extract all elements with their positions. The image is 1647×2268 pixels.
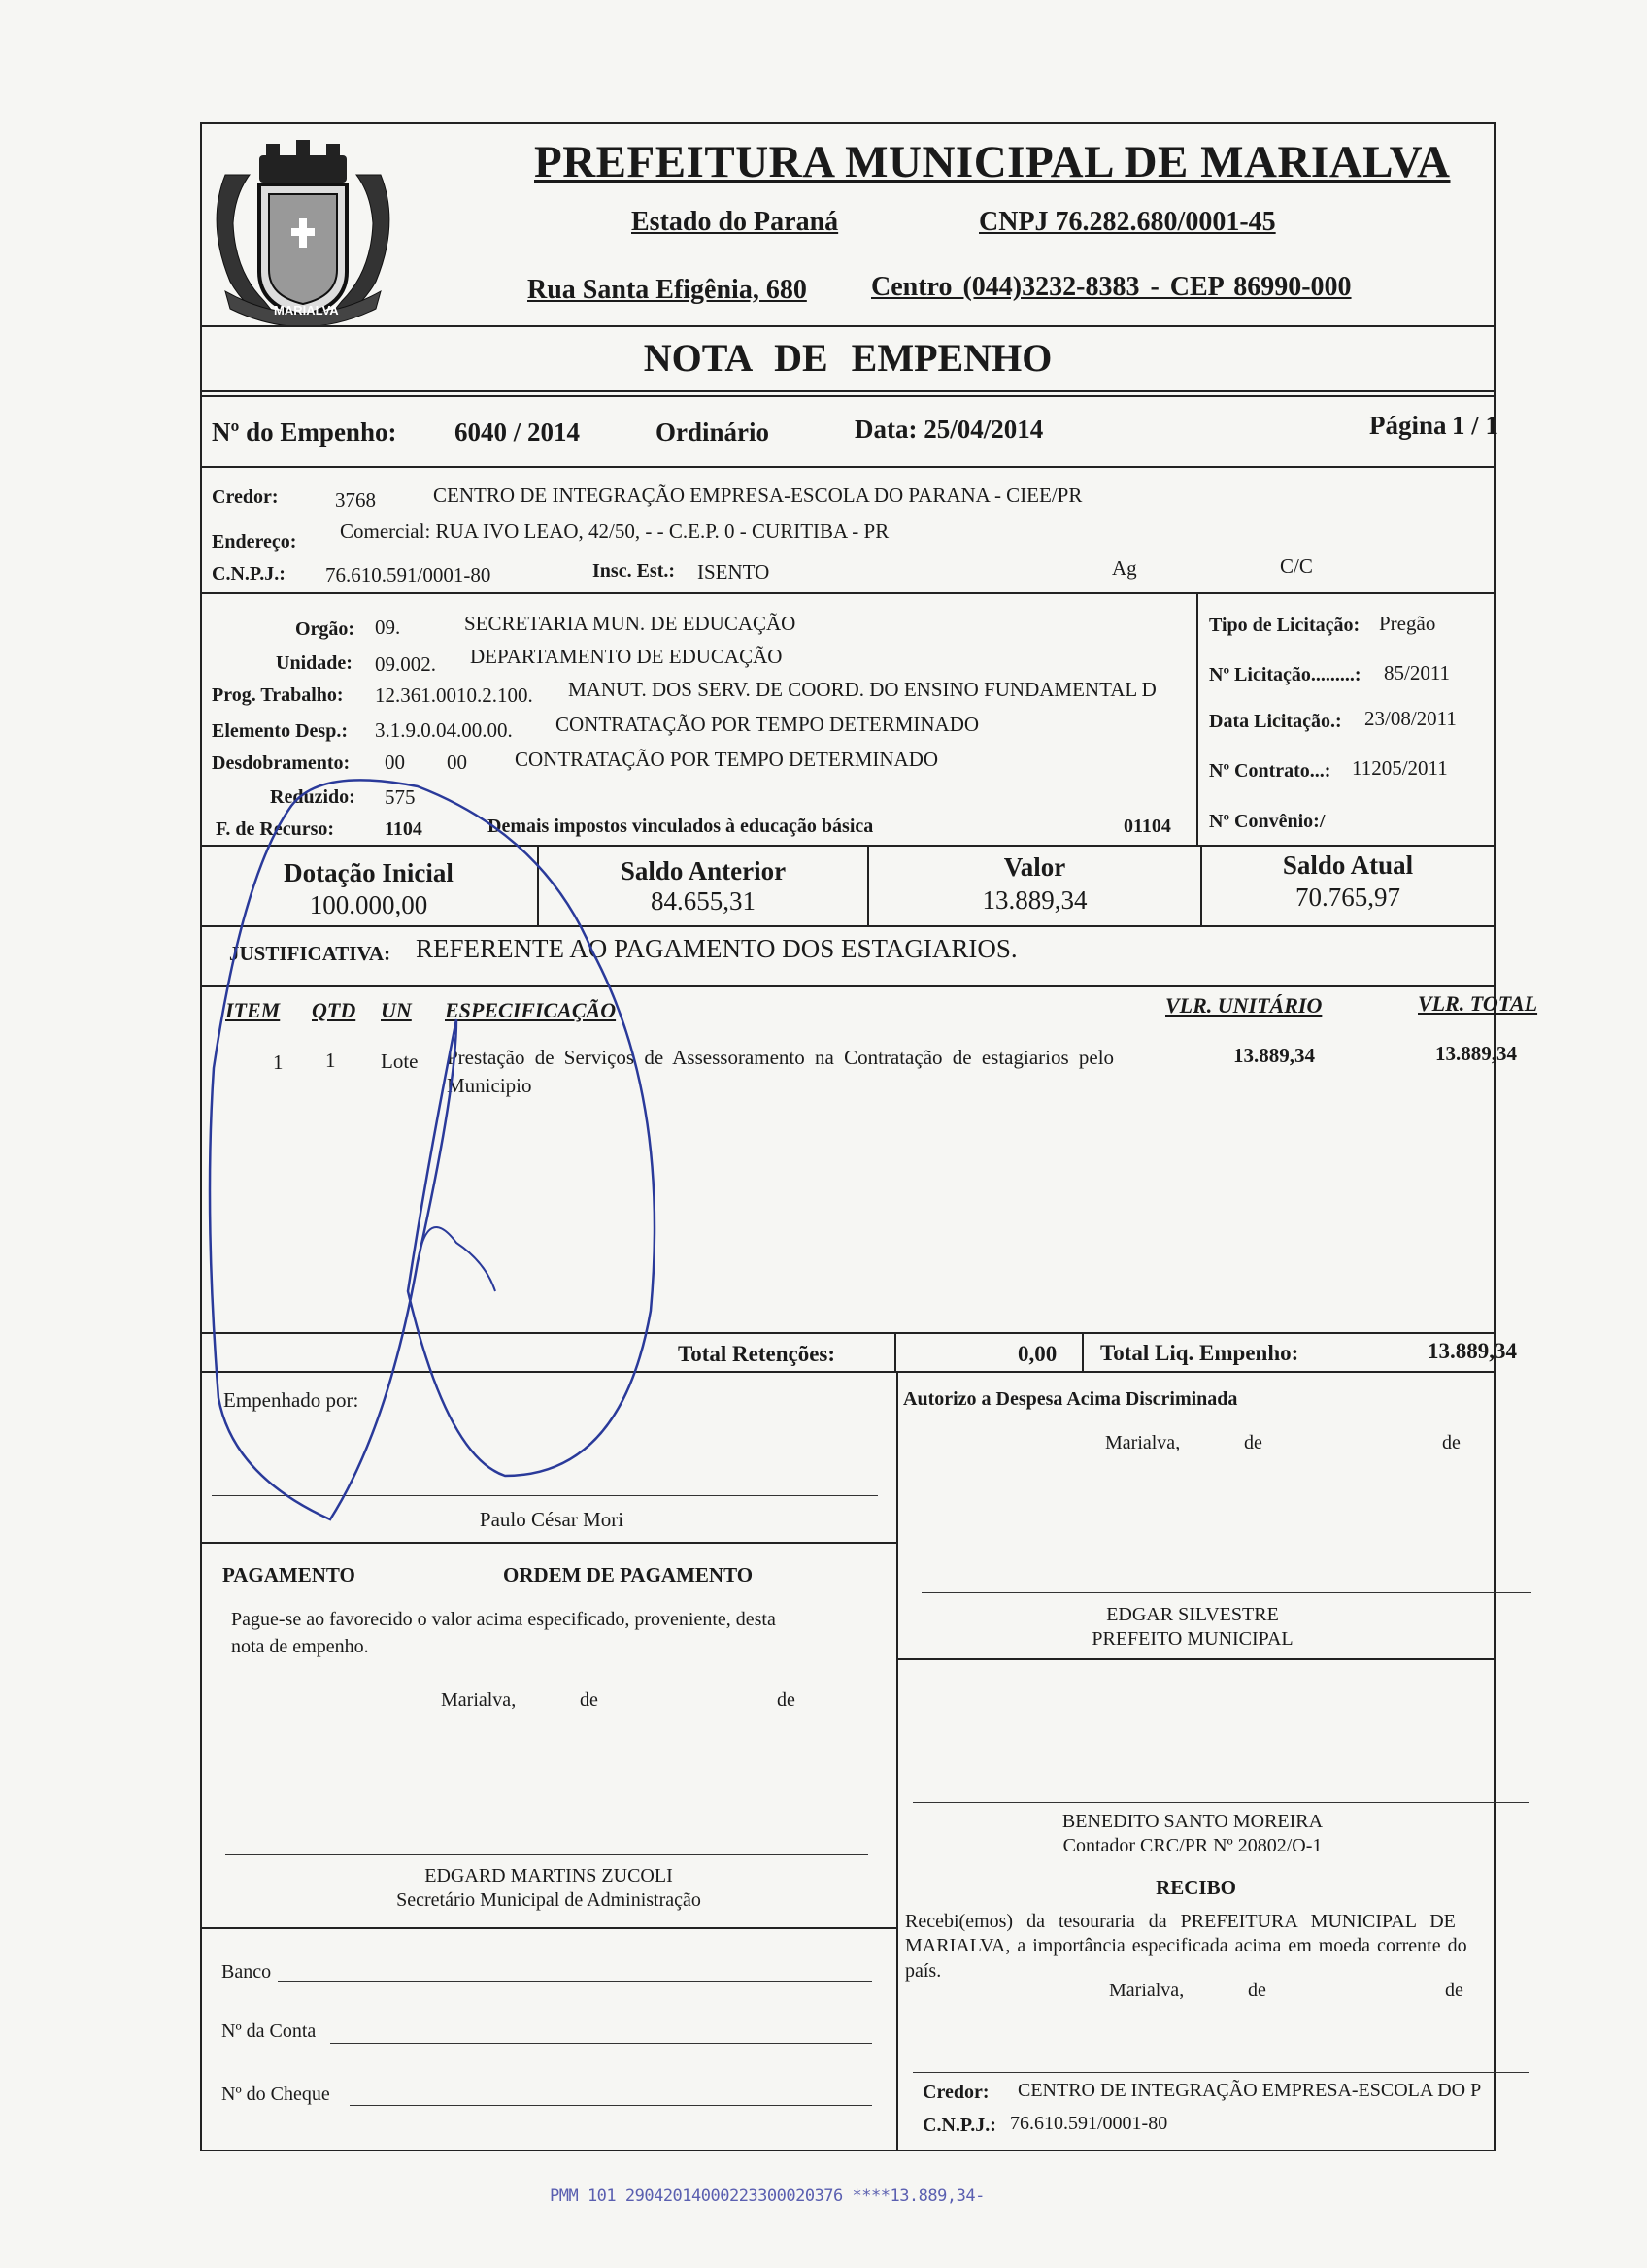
justificativa-text: REFERENTE AO PAGAMENTO DOS ESTAGIARIOS. bbox=[416, 934, 1018, 963]
row-item: 1 bbox=[273, 1051, 284, 1074]
empenho-number: 6040 / 2014 bbox=[454, 417, 581, 447]
values-divider-top bbox=[200, 845, 1496, 847]
secretario-signature-line bbox=[225, 1854, 868, 1855]
recibo-text-line2: MARIALVA, a importância especificada acima em moeda corrente do bbox=[905, 1935, 1467, 1956]
recibo-de2: de bbox=[1445, 1980, 1463, 2001]
justificativa-label: JUSTIFICATIVA: bbox=[229, 942, 391, 965]
totals-v2 bbox=[1082, 1332, 1084, 1373]
prog-trabalho-label: Prog. Trabalho: bbox=[212, 684, 344, 706]
retencoes-label: Total Retenções: bbox=[678, 1342, 836, 1366]
autorizo-label: Autorizo a Despesa Acima Discriminada bbox=[903, 1388, 1238, 1410]
autorizo-de1: de bbox=[1244, 1432, 1262, 1453]
un-header: UN bbox=[381, 998, 412, 1022]
row-unit-value: 13.889,34 bbox=[1233, 1044, 1315, 1067]
autorizo-de2: de bbox=[1442, 1432, 1461, 1453]
empenho-divider bbox=[200, 466, 1496, 468]
ordem-pagamento-label: ORDEM DE PAGAMENTO bbox=[503, 1563, 754, 1586]
unidade-label: Unidade: bbox=[276, 652, 353, 674]
row-un: Lote bbox=[381, 1050, 419, 1073]
recibo-credor-label: Credor: bbox=[923, 2082, 990, 2103]
orgao-code: 09. bbox=[375, 616, 401, 639]
insc-value: ISENTO bbox=[697, 560, 770, 584]
contador-name: BENEDITO SANTO MOREIRA bbox=[1061, 1811, 1324, 1832]
pagamento-label: PAGAMENTO bbox=[222, 1563, 355, 1586]
empenhado-signature-line bbox=[212, 1495, 878, 1496]
row-qtd: 1 bbox=[325, 1049, 336, 1072]
autorizo-divider bbox=[896, 1658, 1496, 1660]
dotacao-label: Dotação Inicial bbox=[284, 858, 454, 887]
credor-cnpj-label: C.N.P.J.: bbox=[212, 563, 286, 584]
page-label: Página bbox=[1369, 411, 1447, 440]
empenhado-label: Empenhado por: bbox=[223, 1388, 359, 1412]
prog-trabalho-code: 12.361.0010.2.100. bbox=[375, 684, 533, 707]
contrato-label: Nº Contrato...: bbox=[1209, 760, 1331, 782]
pagamento-text-line1: Pague-se ao favorecido o valor acima especificado, proveniente, desta bbox=[231, 1609, 776, 1630]
desdobramento-b: 00 bbox=[447, 750, 467, 774]
empenhado-name: Paulo César Mori bbox=[479, 1508, 624, 1531]
recurso-desc: Demais impostos vinculados à educação básica bbox=[487, 816, 874, 837]
desdobramento-a: 00 bbox=[385, 750, 405, 774]
street-address: Rua Santa Efigênia, 680 bbox=[527, 275, 807, 305]
contador-title: Contador CRC/PR Nº 20802/O-1 bbox=[1062, 1835, 1323, 1856]
saldo-atual-label: Saldo Atual bbox=[1282, 850, 1414, 880]
pagamento-divider bbox=[200, 1927, 897, 1929]
secretario-title: Secretário Municipal de Administração bbox=[396, 1889, 701, 1911]
saldo-anterior-value: 84.655,31 bbox=[651, 886, 756, 916]
desdobramento-desc: CONTRATAÇÃO POR TEMPO DETERMINADO bbox=[515, 748, 939, 771]
empenho-number-label: Nº do Empenho: bbox=[212, 417, 397, 447]
cheque-label: Nº do Cheque bbox=[221, 2084, 330, 2105]
unidade-desc: DEPARTAMENTO DE EDUCAÇÃO bbox=[470, 645, 783, 668]
document-title: NOTA DE EMPENHO bbox=[643, 336, 1053, 380]
saldo-atual-value: 70.765,97 bbox=[1295, 883, 1400, 912]
endereco-label: Endereço: bbox=[212, 531, 297, 552]
secretario-name: EDGARD MARTINS ZUCOLI bbox=[424, 1865, 673, 1886]
contrato-number: 11205/2011 bbox=[1352, 756, 1448, 780]
credor-divider bbox=[200, 592, 1496, 594]
credor-code: 3768 bbox=[335, 488, 376, 512]
credor-label: Credor: bbox=[212, 486, 279, 508]
elemento-code: 3.1.9.0.04.00.00. bbox=[375, 718, 513, 742]
recibo-place: Marialva, bbox=[1109, 1980, 1185, 2001]
prog-trabalho-desc: MANUT. DOS SERV. DE COORD. DO ENSINO FUNDAMENTAL D bbox=[568, 678, 1157, 701]
conta-label: Nº da Conta bbox=[221, 2020, 317, 2042]
agencia-label: Ag bbox=[1112, 556, 1137, 580]
crest-logo bbox=[206, 136, 400, 335]
header-divider bbox=[200, 325, 1496, 327]
elemento-label: Elemento Desp.: bbox=[212, 720, 348, 742]
recibo-signature-line bbox=[913, 2072, 1529, 2073]
empenho-date: Data: 25/04/2014 bbox=[855, 415, 1044, 444]
pagamento-text-line2: nota de empenho. bbox=[231, 1636, 369, 1657]
licitacao-date: 23/08/2011 bbox=[1364, 707, 1457, 730]
empenho-type: Ordinário bbox=[655, 417, 770, 447]
pagamento-place: Marialva, bbox=[441, 1689, 517, 1711]
banco-line bbox=[278, 1981, 872, 1982]
retencoes-value: 0,00 bbox=[1018, 1342, 1058, 1366]
justificativa-divider bbox=[200, 985, 1496, 987]
saldo-anterior-label: Saldo Anterior bbox=[620, 856, 787, 885]
recurso-code: 1104 bbox=[385, 818, 422, 840]
row-total-value: 13.889,34 bbox=[1435, 1042, 1517, 1065]
orgao-label: Orgão: bbox=[295, 618, 355, 640]
dotacao-value: 100.000,00 bbox=[309, 890, 428, 919]
recurso-label: F. de Recurso: bbox=[216, 818, 335, 840]
values-divider-bottom bbox=[200, 925, 1496, 927]
pagamento-de1: de bbox=[580, 1689, 598, 1711]
recibo-text-line3: país. bbox=[905, 1960, 942, 1982]
credor-cnpj: 76.610.591/0001-80 bbox=[325, 563, 491, 586]
item-header: ITEM bbox=[225, 998, 281, 1022]
tipo-licitacao-label: Tipo de Licitação: bbox=[1209, 615, 1361, 636]
orgao-desc: SECRETARIA MUN. DE EDUCAÇÃO bbox=[464, 612, 796, 635]
licitacao-date-label: Data Licitação.: bbox=[1209, 711, 1342, 732]
state-name: Estado do Paraná bbox=[631, 207, 839, 237]
title-divider bbox=[200, 390, 1496, 392]
recibo-label: RECIBO bbox=[1156, 1876, 1236, 1899]
credor-name: CENTRO DE INTEGRAÇÃO EMPRESA-ESCOLA DO PARANA - CIEE/PR bbox=[433, 484, 1083, 507]
licitacao-divider-v bbox=[1196, 592, 1198, 845]
elemento-desc: CONTRATAÇÃO POR TEMPO DETERMINADO bbox=[555, 713, 980, 736]
total-liq-label: Total Liq. Empenho: bbox=[1100, 1341, 1299, 1365]
footer-stamp: PMM 101 29042014000223300020376 ****13.889,34- bbox=[550, 2186, 985, 2206]
prefeito-title: PREFEITO MUNICIPAL bbox=[1092, 1628, 1294, 1650]
recurso-code-2: 01104 bbox=[1124, 816, 1171, 837]
reduzido-label: Reduzido: bbox=[270, 786, 355, 808]
unidade-code: 09.002. bbox=[375, 652, 436, 676]
contador-signature-line bbox=[913, 1802, 1529, 1803]
pagamento-de2: de bbox=[777, 1689, 795, 1711]
totals-divider-top bbox=[200, 1332, 1496, 1334]
row-spec-line1: Prestação de Serviços de Assessoramento na Contratação de estagiarios pelo bbox=[447, 1046, 1115, 1069]
page-number: 1 / 1 bbox=[1452, 411, 1499, 440]
convenio-label: Nº Convênio:/ bbox=[1209, 811, 1326, 832]
desdobramento-label: Desdobramento: bbox=[212, 752, 351, 774]
banco-label: Banco bbox=[221, 1961, 272, 1983]
empenhado-divider bbox=[200, 1542, 897, 1544]
cheque-line bbox=[350, 2105, 872, 2106]
prefeito-name: EDGAR SILVESTRE bbox=[1106, 1604, 1279, 1625]
valor-value: 13.889,34 bbox=[982, 885, 1088, 915]
reduzido-value: 575 bbox=[385, 785, 416, 809]
total-value-header: VLR. TOTAL bbox=[1418, 991, 1538, 1016]
title-divider-2 bbox=[200, 395, 1496, 397]
autorizo-signature-line bbox=[922, 1592, 1531, 1593]
address-contact: Centro (044)3232-8383 - CEP 86990-000 bbox=[871, 272, 1352, 302]
unit-value-header: VLR. UNITÁRIO bbox=[1165, 993, 1323, 1017]
crest-ribbon-text: MARIALVA bbox=[274, 303, 339, 317]
conta-corrente-label: C/C bbox=[1280, 554, 1313, 578]
insc-label: Insc. Est.: bbox=[592, 560, 676, 582]
lower-divider-v bbox=[896, 1371, 898, 2151]
municipality-cnpj: CNPJ 76.282.680/0001-45 bbox=[979, 207, 1276, 237]
total-liq-value: 13.889,34 bbox=[1428, 1339, 1517, 1363]
valor-label: Valor bbox=[1003, 852, 1066, 882]
licitacao-number: 85/2011 bbox=[1384, 661, 1451, 684]
recibo-credor-name: CENTRO DE INTEGRAÇÃO EMPRESA-ESCOLA DO P bbox=[1018, 2080, 1482, 2101]
totals-v1 bbox=[894, 1332, 896, 1373]
recibo-de1: de bbox=[1248, 1980, 1266, 2001]
recibo-cnpj-label: C.N.P.J.: bbox=[923, 2115, 996, 2136]
credor-address: Comercial: RUA IVO LEAO, 42/50, - - C.E.P. 0 - CURITIBA - PR bbox=[340, 519, 890, 543]
especificacao-header: ESPECIFICAÇÃO bbox=[445, 998, 617, 1022]
recibo-cnpj: 76.610.591/0001-80 bbox=[1010, 2113, 1168, 2134]
row-spec-line2: Municipio bbox=[447, 1074, 532, 1097]
licitacao-number-label: Nº Licitação.........: bbox=[1209, 664, 1361, 685]
qtd-header: QTD bbox=[312, 998, 356, 1022]
totals-divider-bottom bbox=[200, 1371, 1496, 1373]
municipality-title: PREFEITURA MUNICIPAL DE MARIALVA bbox=[534, 137, 1451, 187]
autorizo-place: Marialva, bbox=[1105, 1432, 1181, 1453]
tipo-licitacao-value: Pregão bbox=[1379, 612, 1436, 635]
recibo-text-line1: Recebi(emos) da tesouraria da PREFEITURA MUNICIPAL DE bbox=[905, 1911, 1456, 1932]
conta-line bbox=[330, 2043, 872, 2044]
